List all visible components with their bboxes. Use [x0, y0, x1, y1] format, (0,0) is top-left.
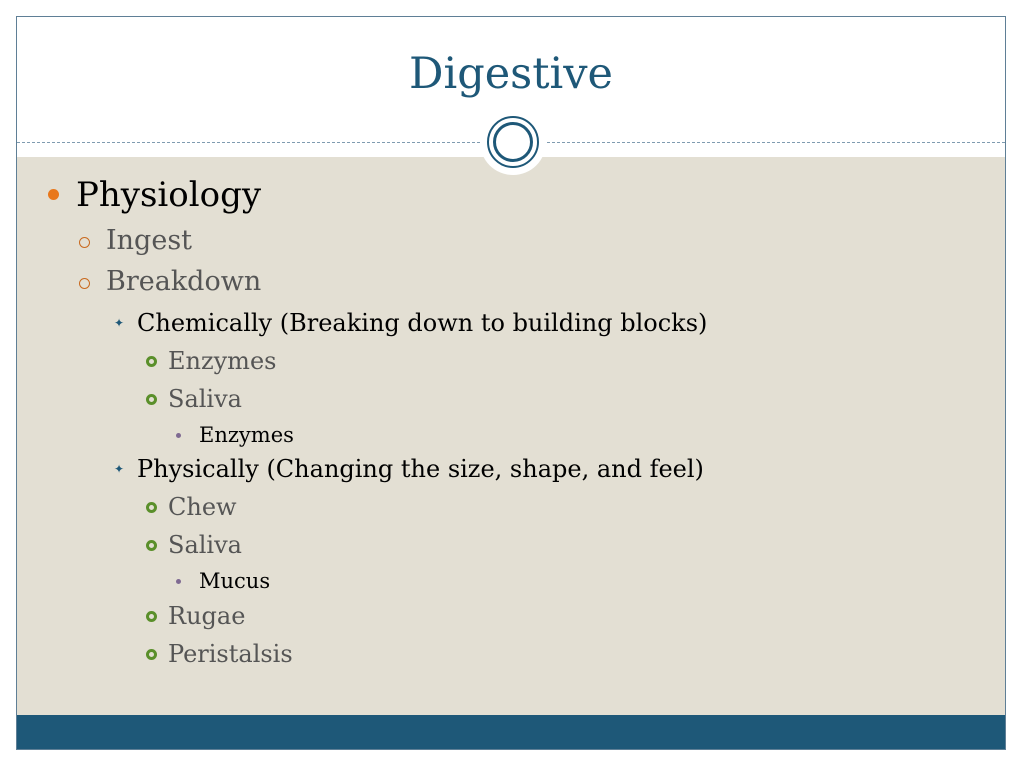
- small-dot-icon: [176, 433, 181, 438]
- bullet-text: Chew: [168, 493, 237, 521]
- bullet-text: Mucus: [199, 569, 271, 593]
- bullet-text: Saliva: [168, 385, 242, 413]
- bullet-text: Ingest: [106, 225, 193, 256]
- slide-title: Digestive: [408, 49, 614, 99]
- content-area: [17, 157, 1005, 715]
- four-point-star-icon: ✦: [114, 316, 125, 330]
- slide: [16, 16, 1006, 750]
- bullet-text: Peristalsis: [168, 640, 293, 668]
- bullet-text: Breakdown: [106, 266, 262, 297]
- footer-bar: [17, 715, 1005, 750]
- bullet-text: Enzymes: [199, 423, 294, 447]
- bullet-text: Saliva: [168, 531, 242, 559]
- green-ring-icon: [146, 611, 157, 622]
- inner-circle: [493, 122, 533, 162]
- bullet-text: Enzymes: [168, 347, 277, 375]
- green-ring-icon: [146, 356, 157, 367]
- green-ring-icon: [146, 394, 157, 405]
- bullet-text: Rugae: [168, 602, 246, 630]
- green-ring-icon: [146, 649, 157, 660]
- green-ring-icon: [146, 540, 157, 551]
- green-ring-icon: [146, 502, 157, 513]
- bullet-text: Chemically (Breaking down to building blocks): [137, 309, 708, 337]
- bullet-text: Physiology: [76, 175, 262, 215]
- filled-circle-icon: [48, 189, 59, 200]
- bullet-text: Physically (Changing the size, shape, and feel): [137, 455, 704, 483]
- ring-icon: [79, 278, 90, 289]
- ring-icon: [79, 237, 90, 248]
- double-circle-icon: [487, 116, 539, 168]
- small-dot-icon: [176, 579, 181, 584]
- four-point-star-icon: ✦: [114, 462, 125, 476]
